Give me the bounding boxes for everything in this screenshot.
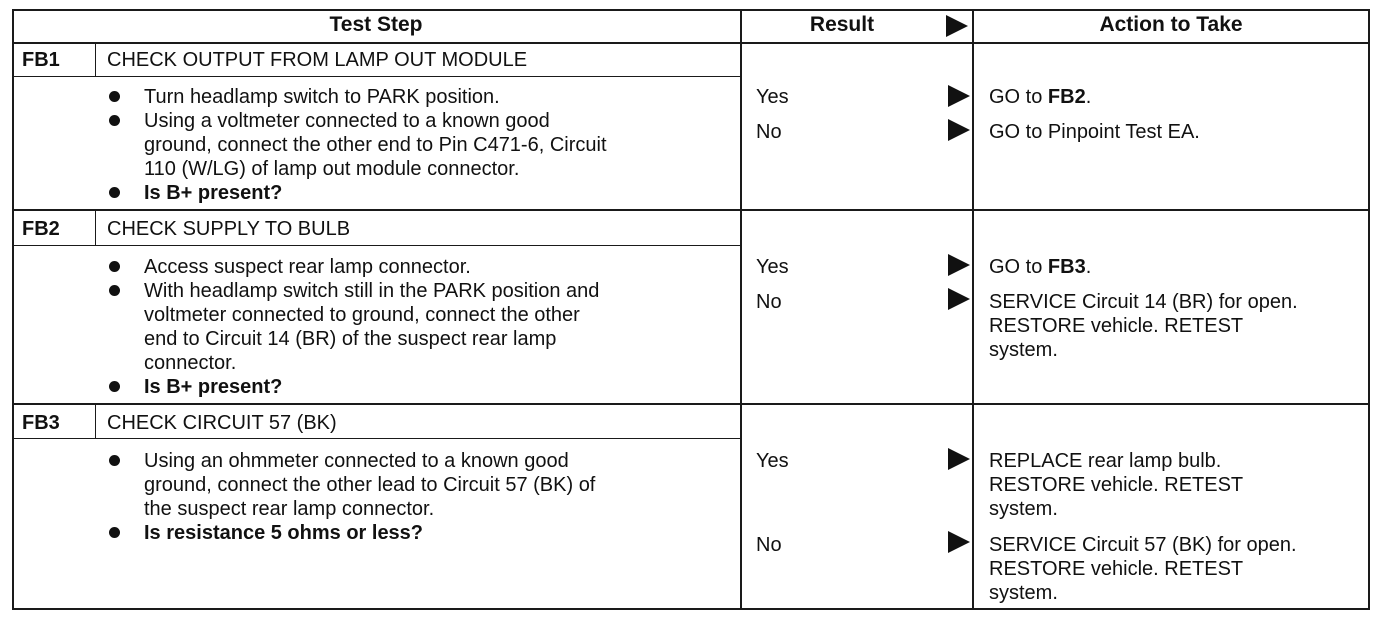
header-divider [12,42,1370,44]
step-instruction: the suspect rear lamp connector. [144,498,435,520]
section-divider-fb3 [12,403,1370,405]
step-instruction: 110 (W/LG) of lamp out module connector. [144,158,520,180]
header-arrow-icon [946,15,968,37]
title-divider-fb3 [12,438,742,439]
action-text: GO to Pinpoint Test EA. [989,121,1200,143]
id-divider-fb2 [95,211,96,246]
action-text: system. [989,339,1058,361]
step-instruction: voltmeter connected to ground, connect the other [144,304,580,326]
action-text: RESTORE vehicle. RETEST [989,474,1244,496]
arrow-right-icon [948,448,970,470]
step-question: Is B+ present? [144,182,283,204]
step-instruction: Access suspect rear lamp connector. [144,256,471,278]
table-border-bottom [12,608,1370,610]
result-no: No [756,534,782,556]
action-text: system. [989,582,1058,604]
result-yes: Yes [756,450,789,472]
arrow-right-icon [948,119,970,141]
id-divider-fb3 [95,405,96,439]
step-id-fb3: FB3 [22,412,60,434]
id-divider-fb1 [95,43,96,77]
header-result: Result [809,13,875,36]
bullet-icon [109,91,120,102]
arrow-right-icon [948,254,970,276]
action-text: GO to FB2. [989,86,1092,108]
step-id-fb1: FB1 [22,49,60,71]
step-question: Is resistance 5 ohms or less? [144,522,424,544]
bullet-icon [109,527,120,538]
column-divider-result [740,9,742,610]
step-title-fb3: CHECK CIRCUIT 57 (BK) [107,412,337,434]
arrow-right-icon [948,531,970,553]
action-text: SERVICE Circuit 14 (BR) for open. [989,291,1298,313]
action-text: RESTORE vehicle. RETEST [989,315,1244,337]
action-text: system. [989,498,1058,520]
step-instruction: Turn headlamp switch to PARK position. [144,86,500,108]
action-text: GO to FB3. [989,256,1092,278]
step-instruction: connector. [144,352,237,374]
title-divider-fb1 [12,76,742,77]
result-no: No [756,121,782,143]
result-yes: Yes [756,86,789,108]
bullet-icon [109,285,120,296]
step-instruction: ground, connect the other end to Pin C471-6, Circuit [144,134,607,156]
result-no: No [756,291,782,313]
bullet-icon [109,455,120,466]
bullet-icon [109,381,120,392]
bullet-icon [109,261,120,272]
result-yes: Yes [756,256,789,278]
step-instruction: Using an ohmmeter connected to a known good [144,450,569,472]
step-question: Is B+ present? [144,376,283,398]
action-text: SERVICE Circuit 57 (BK) for open. [989,534,1297,556]
column-divider-action [972,9,974,610]
bullet-icon [109,187,120,198]
step-instruction: end to Circuit 14 (BR) of the suspect rear lamp [144,328,557,350]
step-title-fb2: CHECK SUPPLY TO BULB [107,218,351,240]
section-divider-fb2 [12,209,1370,211]
bullet-icon [109,115,120,126]
step-instruction: With headlamp switch still in the PARK position and [144,280,600,302]
arrow-right-icon [948,85,970,107]
header-test-step: Test Step [329,13,423,36]
step-instruction: ground, connect the other lead to Circuit 57 (BK) of [144,474,596,496]
table-border-right [1368,9,1370,610]
action-text: REPLACE rear lamp bulb. [989,450,1222,472]
step-id-fb2: FB2 [22,218,60,240]
step-title-fb1: CHECK OUTPUT FROM LAMP OUT MODULE [107,49,528,71]
table-border-left [12,9,14,610]
header-action: Action to Take [1099,13,1243,36]
title-divider-fb2 [12,245,742,246]
step-instruction: Using a voltmeter connected to a known good [144,110,550,132]
table-border-top [12,9,1370,11]
arrow-right-icon [948,288,970,310]
action-text: RESTORE vehicle. RETEST [989,558,1244,580]
